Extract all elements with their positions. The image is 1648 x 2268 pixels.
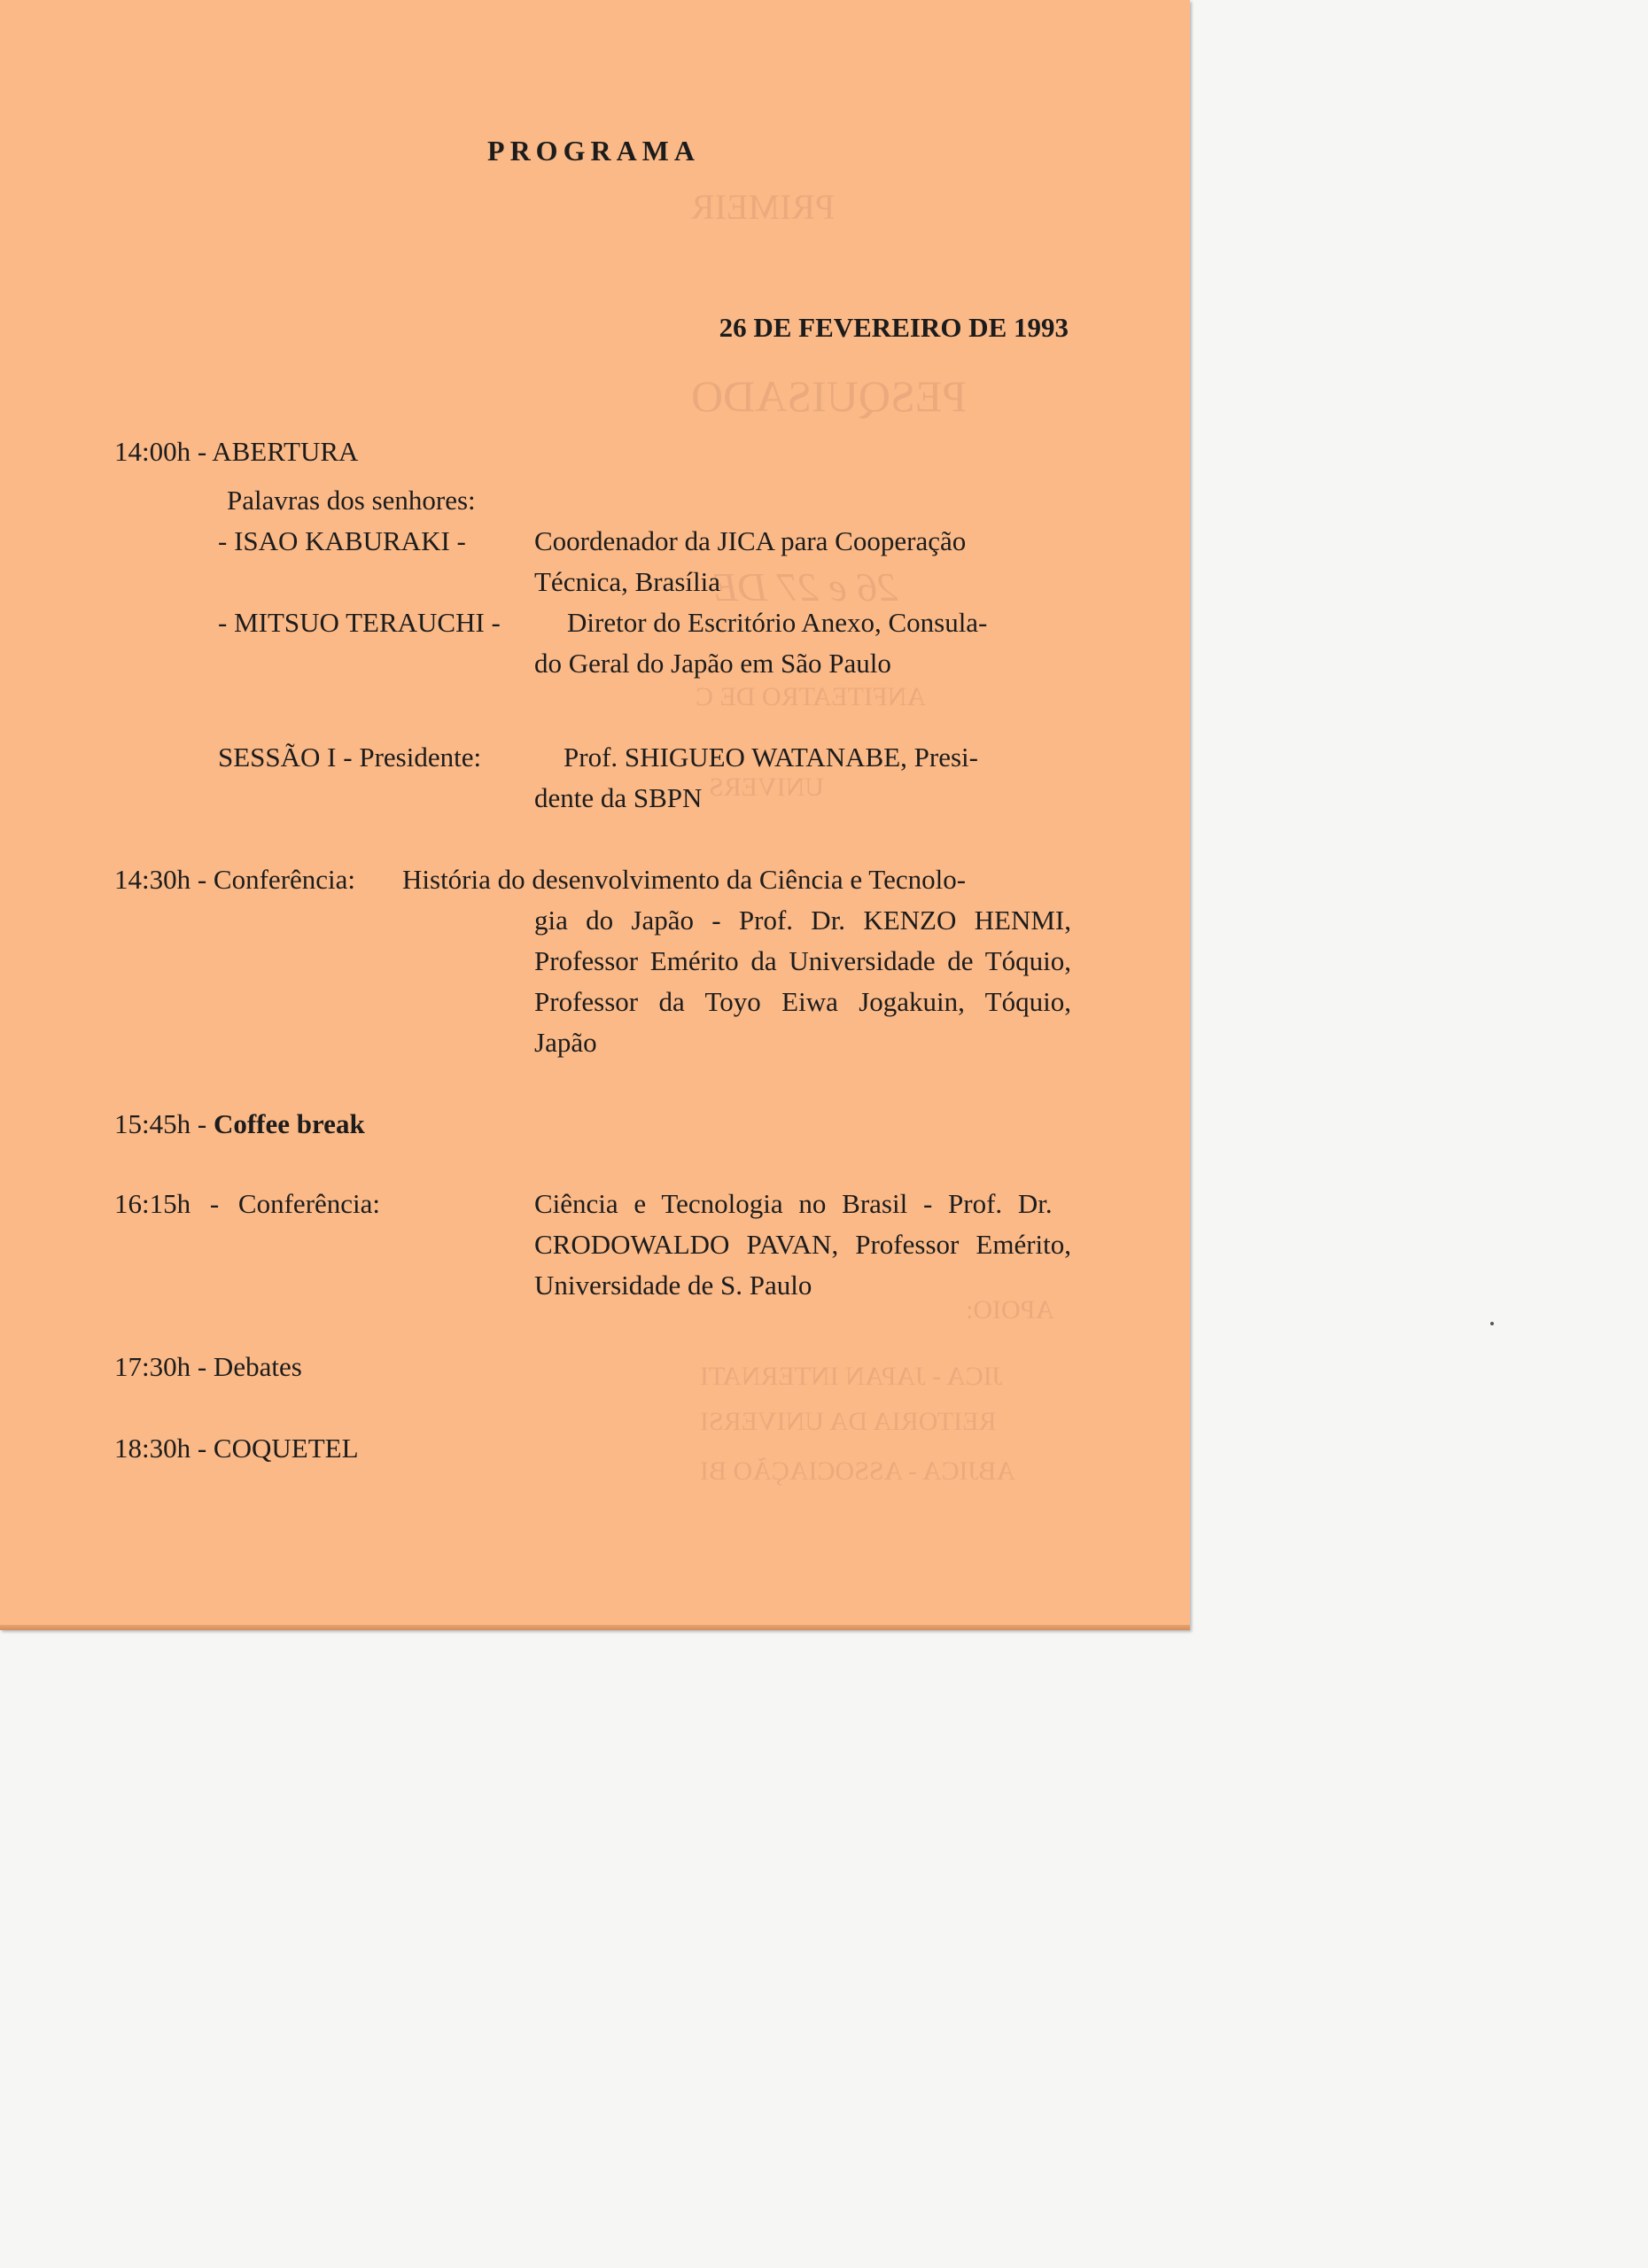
cocktail-item: 18:30h - COQUETEL [114,1433,359,1464]
program-title: PROGRAMA [487,135,700,167]
speaker2-role: Diretor do Escritório Anexo, Consula- [567,607,988,638]
show-through-text: 26 e 27 DE [713,564,898,610]
show-through-text: PESQUISADO [691,371,968,421]
show-through-text: ANFITEATRO DE C [696,682,926,711]
speaker1-role: Técnica, Brasília [534,566,721,597]
session-chair: dente da SBPN [534,782,703,813]
show-through-text: JICA - JAPAN INTERNATI [700,1362,1003,1391]
show-through-text: REITORIA DA UNIVERSI [700,1407,997,1436]
words-intro: Palavras dos senhores: [227,485,476,516]
conference2-title: Ciência e Tecnologia no Brasil - Prof. Dr. [534,1188,1053,1219]
show-through-text: UNIVERS [709,773,825,802]
conference2-details: CRODOWALDO PAVAN, Professor Emérito, Universidade de S. Paulo [534,1229,1071,1301]
conference2-time: 16:15h - Conferência: [114,1188,381,1219]
conference1-title: História do desenvolvimento da Ciência e Tecnolo- [402,864,967,895]
conference1-details: gia do Japão - Prof. Dr. KENZO HENMI, Professor Emérito da Universidade de Tóquio, Professor da Toyo Eiwa Jogakuin, Tóquio, Japão [534,905,1071,1058]
show-through-text: ABJICA - ASSOCIAÇÃO BI [700,1456,1015,1486]
show-through-text: PRIMEIR [691,187,836,227]
speaker1-name: - ISAO KABURAKI - [218,525,466,556]
debates-item: 17:30h - Debates [114,1351,302,1382]
show-through-text: APOIO: [966,1295,1055,1324]
event-date: 26 DE FEVEREIRO DE 1993 [719,312,1069,343]
speaker1-role: Coordenador da JICA para Cooperação [534,525,967,556]
speaker2-role: do Geral do Japão em São Paulo [534,648,891,679]
coffee-break-label: Coffee break [213,1108,365,1139]
coffee-time-label: 15:45h - [114,1108,214,1139]
session-chair: Prof. SHIGUEO WATANABE, Presi- [564,742,978,773]
speaker2-name: - MITSUO TERAUCHI - [218,607,501,638]
coffee-time [114,1104,365,1145]
opening-time: 14:00h - ABERTURA [114,436,359,467]
scan-speck [1490,1322,1494,1325]
conference1-time: 14:30h - Conferência: [114,864,356,895]
session-label: SESSÃO I - Presidente: [218,742,482,773]
